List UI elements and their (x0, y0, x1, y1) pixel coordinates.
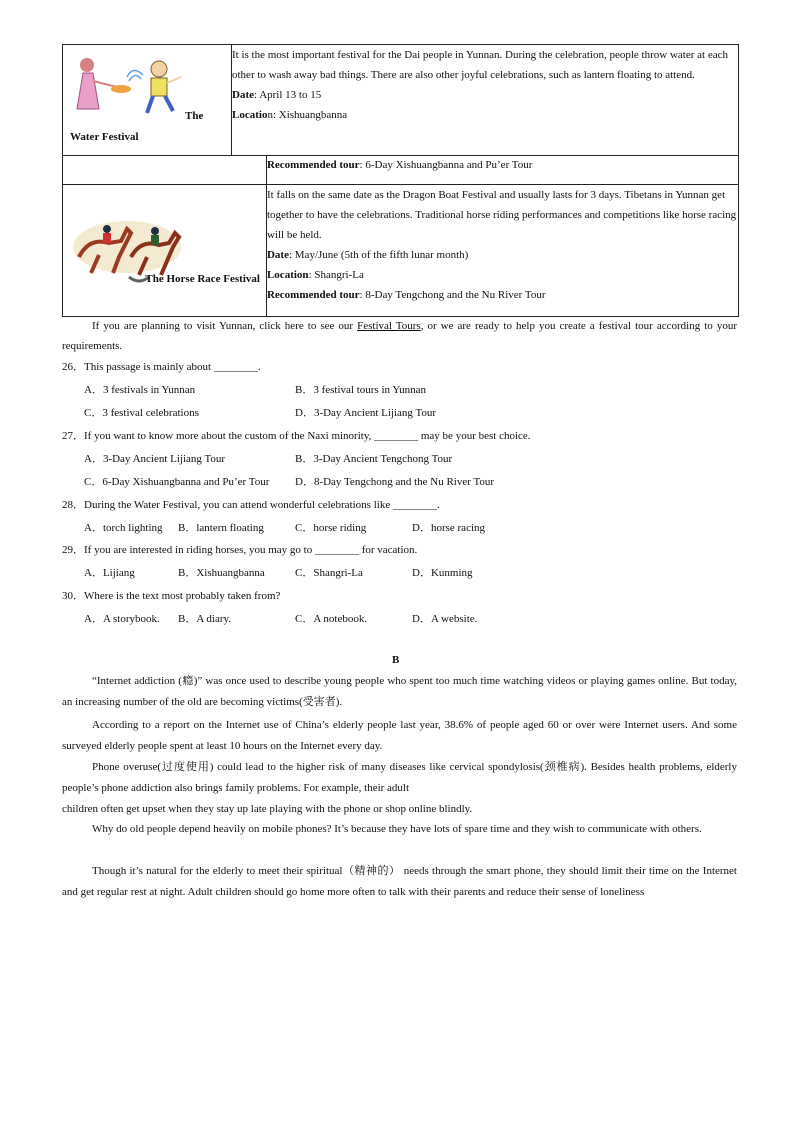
horse-festival-description (266, 185, 738, 317)
water-festival-text: It is the most important festival for the Dai people in Yunnan. During the celebration, people throw water at each other to wash away bad things. There are also other joyful celebrations, such as lantern floating to attend. (232, 49, 728, 81)
q28-option-d[interactable]: D．horse racing (412, 522, 486, 534)
horse-festival-date (267, 245, 738, 265)
q26-option-d[interactable]: D．3-Day Ancient Lijiang Tour (295, 407, 437, 419)
date-value: : April 13 to 15 (254, 89, 322, 101)
location-value: : Shangri-La (308, 269, 364, 281)
water-festival-date (232, 85, 738, 105)
festival-table (62, 44, 739, 317)
water-festival-illustration (69, 51, 189, 131)
water-festival-cell (63, 45, 232, 156)
q26-option-a[interactable]: A．3 festivals in Yunnan (84, 384, 196, 396)
water-festival-name (70, 110, 220, 143)
date-label: Date (232, 89, 254, 101)
closing-after: , or we are ready to help you create a festival tour according to your requirements. (62, 320, 737, 352)
section-b-paragraph-4: Why do old people depend heavily on mobile phones? It’s because they have lots of spare time and they wish to communicate with others. (92, 823, 702, 835)
q28-option-c[interactable]: C．horse riding (295, 522, 367, 534)
horse-festival-cell (63, 185, 267, 317)
horse-festival-name: The Horse Race Festival (145, 273, 260, 285)
recommended-tour-value: : 8-Day Tengchong and the Nu River Tour (359, 289, 546, 301)
q29-option-b[interactable]: B．Xishuangbanna (178, 567, 265, 579)
question-27: 27．If you want to know more about the custom of the Naxi minority, ________ may be your best choice. (62, 430, 531, 442)
q26-option-b[interactable]: B．3 festival tours in Yunnan (295, 384, 426, 396)
horse-festival-recommended-tour (267, 285, 738, 305)
festival-tours-link[interactable]: Festival Tours (357, 320, 421, 332)
question-29: 29．If you are interested in riding horses, you may go to ________ for vacation. (62, 544, 418, 556)
horse-festival-text: It falls on the same date as the Dragon Boat Festival and usually lasts for 3 days. Tibetans in Yunnan get together to have the celebrations. Traditional horse riding performances and competitions like horse racing will be held. (266, 189, 737, 241)
q29-option-d[interactable]: D．Kunming (412, 567, 473, 579)
date-value: : May/June (5th of the fifth lunar month) (288, 249, 469, 261)
water-festival-description (232, 45, 739, 156)
section-b-heading: B (392, 654, 400, 666)
q29-option-c[interactable]: C．Shangri-La (295, 567, 363, 579)
question-26: 26．This passage is mainly about ________. (62, 361, 261, 373)
recommended-tour-value: : 6-Day Xishuangbanna and Pu’er Tour (359, 159, 533, 171)
section-b-paragraph-3b: children often get upset when they stay up late playing with the phone or shop online blindly. (62, 803, 473, 815)
water-festival-name-rest: Water Festival (70, 131, 139, 143)
section-b-paragraph-2: According to a report on the Internet use of China’s elderly people last year, 38.6% of people aged 60 or over were Internet users. And some surveyed elderly people spent at least 10 hours on the Internet every day. (62, 719, 737, 752)
q26-option-c[interactable]: C．3 festival celebrations (84, 407, 199, 419)
location-label: Locatio (232, 109, 268, 121)
q27-option-a[interactable]: A．3-Day Ancient Lijiang Tour (84, 453, 226, 465)
q30-option-b[interactable]: B．A diary. (178, 613, 232, 625)
section-b-paragraph-3a: Phone overuse(过度使用) could lead to the higher risk of many diseases like cervical spondylosis(颈椎病). Besides health problems, elderly people’s phone addiction also brings family problems. For example, their adult (62, 761, 737, 794)
recommended-tour-label: Recommended tour (266, 289, 360, 301)
water-festival-name-the: The (185, 110, 204, 122)
water-festival-recommended-tour (266, 156, 738, 185)
horse-festival-location (267, 265, 738, 285)
recommended-tour-label: Recommended tour (266, 159, 360, 171)
water-festival-location (232, 105, 738, 125)
q30-option-d[interactable]: D．A website. (412, 613, 478, 625)
empty-cell (63, 156, 267, 185)
q29-option-a[interactable]: A．Lijiang (84, 567, 135, 579)
location-value: n: Xishuangbanna (267, 109, 348, 121)
question-28: 28．During the Water Festival, you can attend wonderful celebrations like ________. (62, 499, 440, 511)
date-label: Date (266, 249, 289, 261)
q27-option-d[interactable]: D．8-Day Tengchong and the Nu River Tour (295, 476, 495, 488)
question-30: 30．Where is the text most probably taken from? (62, 590, 281, 602)
closing-paragraph (62, 316, 737, 356)
closing-before: If you are planning to visit Yunnan, click here to see our (92, 320, 358, 332)
q28-option-b[interactable]: B．lantern floating (178, 522, 264, 534)
location-label: Location (266, 269, 309, 281)
section-b-paragraph-1: “Internet addiction (瘾)” was once used to describe young people who spent too much time watching videos or playing games online. But today, an increasing number of the old are becoming victims(受害者). (62, 675, 737, 708)
q27-option-b[interactable]: B．3-Day Ancient Tengchong Tour (295, 453, 453, 465)
section-b-paragraph-5: Though it’s natural for the elderly to meet their spiritual（精神的） needs through the smart phone, they should limit their time on the Internet and get regular rest at night. Adult children should go home more often to talk with their parents and reduce their sense of loneliness (62, 865, 737, 898)
q30-option-c[interactable]: C．A notebook. (295, 613, 368, 625)
q27-option-c[interactable]: C．6-Day Xishuangbanna and Pu’er Tour (84, 476, 270, 488)
q30-option-a[interactable]: A．A storybook. (84, 613, 160, 625)
q28-option-a[interactable]: A．torch lighting (84, 522, 163, 534)
